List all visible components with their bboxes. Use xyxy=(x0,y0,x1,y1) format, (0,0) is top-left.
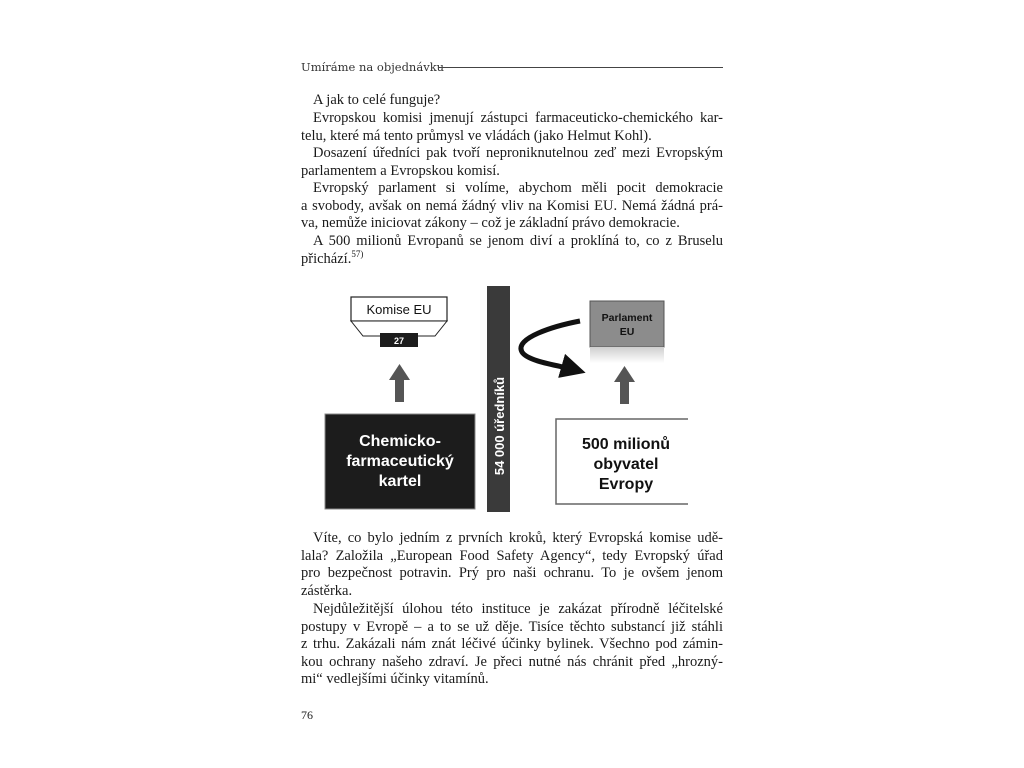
paragraph-2 xyxy=(301,110,723,145)
text-line: Dosazení úředníci pak tvoří neproniknutelnou zeď mezi Evropským xyxy=(313,145,723,161)
kartel-label-line-3: kartel xyxy=(378,473,422,490)
text-line: a svobody, avšak on nemá žádný vliv na Komisi EU. Nemá žádná prá- xyxy=(301,197,723,214)
parlament-eu-box xyxy=(590,301,664,363)
citizens-box xyxy=(556,419,688,504)
text-line: A jak to celé funguje? xyxy=(313,92,441,108)
paragraph-1 xyxy=(301,92,723,110)
arrow-up-icon xyxy=(389,364,410,402)
text-line: Evropský parlament si volíme, abychom měli pocit demokracie xyxy=(313,180,723,196)
text-line: Evropskou komisi jmenují zástupci farmaceuticko-chemického kar- xyxy=(313,110,723,126)
officials-wall xyxy=(487,286,510,512)
text-line: mi“ vedlejšími účinky vitamínů. xyxy=(301,671,489,687)
paragraph-4 xyxy=(301,180,723,233)
paragraph-7 xyxy=(301,601,723,689)
text-line: pro bezpečnost potravin. Prý pro naši ochranu. To je ovšem jenom xyxy=(301,565,723,581)
text-line: va, nemůže iniciovat zákony – což je základní právo demokracie. xyxy=(301,215,680,231)
text-line: zástěrka. xyxy=(301,582,353,599)
text-line: telu, které má tento průmysl ve vládách (jako Helmut Kohl). xyxy=(301,127,652,144)
text-line xyxy=(301,248,723,269)
text-line: Nejdůležitější úlohou této instituce je zakázat přírodně léčitelské xyxy=(313,601,723,617)
text-line: z trhu. Zakázali nám znát léčivé účinky bylinek. Všechno pod zámin- xyxy=(301,636,723,652)
text-line: parlamentem a Evropskou komisí. xyxy=(301,162,500,179)
running-header xyxy=(301,60,723,76)
paragraph-3 xyxy=(301,145,723,180)
text-line: postupy v Evropě – a to se už děje. Tisíce těchto substancí již stáhli xyxy=(301,618,723,635)
text-line: A 500 milionů Evropanů se jenom diví a proklíná to, co z Bruselu xyxy=(313,233,723,249)
kartel-label-line-2: farmaceutický xyxy=(346,453,454,470)
citizens-label-line-3: Evropy xyxy=(598,476,654,493)
paragraph-5 xyxy=(301,233,723,268)
header-rule xyxy=(439,67,723,68)
kartel-box xyxy=(325,414,475,509)
citizens-label-line-1: 500 milionů xyxy=(581,436,671,453)
text-line: lala? Založila „European Food Safety Agency“, tedy Evropský úřad xyxy=(301,547,723,564)
running-header-title: Umíráme na objednávku xyxy=(301,60,445,74)
komise-eu-label: Komise EU xyxy=(366,302,432,317)
parlament-label-line-2: EU xyxy=(619,326,635,338)
footnote-reference: 57) xyxy=(351,248,364,259)
text-line: Víte, co bylo jedním z prvních kroků, který Evropská komise udě- xyxy=(313,530,723,546)
komise-member-count: 27 xyxy=(393,336,405,346)
komise-eu-box xyxy=(351,297,447,347)
eu-structure-diagram xyxy=(318,286,688,514)
paragraph-6 xyxy=(301,530,723,600)
officials-wall-label: 54 000 úředníků xyxy=(492,376,507,476)
kartel-label-line-1: Chemicko- xyxy=(359,433,441,450)
text-line: kou ochrany našeho zdraví. Je přeci nutné nás chránit před „hrozný- xyxy=(301,653,723,670)
curved-arrow-icon xyxy=(521,321,580,370)
arrow-up-icon xyxy=(614,366,635,404)
parlament-label-line-1: Parlament xyxy=(601,312,653,324)
text-line-content: přichází. xyxy=(301,250,352,267)
page-number: 76 xyxy=(301,708,313,722)
citizens-label-line-2: obyvatel xyxy=(593,456,659,473)
